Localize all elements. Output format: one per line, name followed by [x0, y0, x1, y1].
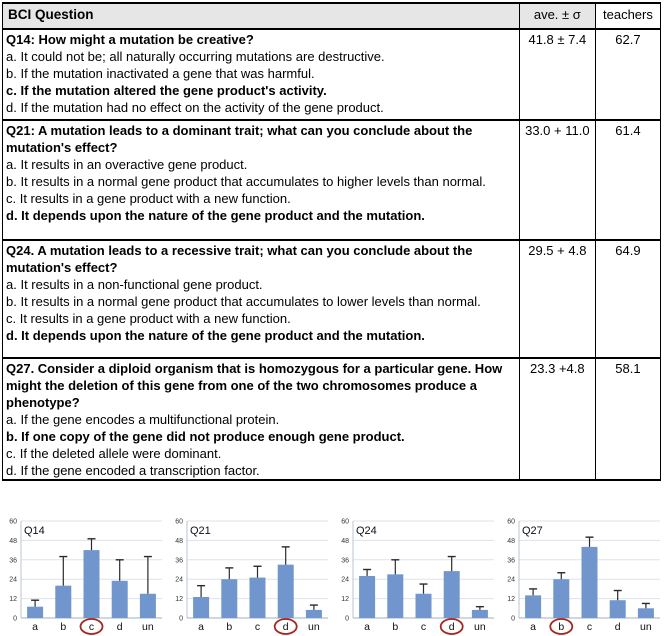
teachers-value: 64.9: [595, 240, 660, 358]
answer-option-d: d. If the gene encoded a transcription factor.: [6, 463, 260, 478]
question-cell: [3, 120, 520, 240]
answer-option-b: b. It results in a normal gene product that accumulates to lower levels than normal.: [6, 294, 481, 309]
y-tick-label: 60: [507, 518, 515, 526]
y-tick-label: 0: [179, 615, 183, 623]
bar-a: [193, 597, 209, 618]
answer-option-b: b. If one copy of the gene did not produce enough gene product.: [6, 429, 405, 444]
header-teachers: teachers: [595, 3, 660, 29]
bar-a: [27, 607, 43, 618]
bar-b: [553, 579, 569, 618]
y-tick-label: 24: [175, 576, 183, 584]
bar-un: [306, 610, 322, 618]
teachers-value: 61.4: [595, 120, 660, 240]
bar-d: [444, 571, 460, 618]
y-tick-label: 48: [341, 537, 349, 545]
answer-option-a: a. If the gene encodes a multifunctional protein.: [6, 412, 280, 427]
question-title: Q27. Consider a diploid organism that is homozygous for a particular gene. How might the deletion of this gene from one of the two chromosomes produce a phenotype?: [6, 361, 503, 410]
x-category-label-d: d: [116, 621, 123, 633]
bar-un: [140, 594, 156, 618]
answer-option-c: c. It results in a gene product with a new function.: [6, 311, 291, 326]
bar-un: [472, 610, 488, 618]
chart-svg-q24: [332, 515, 498, 636]
y-tick-label: 12: [175, 596, 183, 604]
y-tick-label: 24: [341, 576, 349, 584]
bar-c: [416, 594, 432, 618]
bar-d: [278, 565, 294, 618]
answer-option-a: a. It could not be; all naturally occurring mutations are destructive.: [6, 49, 385, 64]
y-tick-label: 0: [511, 615, 515, 623]
y-tick-label: 36: [175, 557, 183, 565]
bar-c: [84, 550, 100, 618]
x-category-label-b: b: [226, 621, 233, 633]
table-header-row: [3, 3, 661, 29]
bar-c: [582, 547, 598, 618]
answer-option-c: c. If the mutation altered the gene product's activity.: [6, 83, 327, 98]
bar-b: [55, 586, 71, 618]
response-distribution-charts: [0, 515, 664, 636]
chart-q21: [166, 515, 332, 636]
chart-svg-q21: [166, 515, 332, 636]
x-category-label-c: c: [254, 621, 261, 633]
chart-q14: [0, 515, 166, 636]
question-row: [3, 120, 661, 240]
answer-option-d: d. If the mutation had no effect on the activity of the gene product.: [6, 100, 384, 115]
x-category-label-d: d: [282, 621, 289, 633]
answer-option-a: a. It results in an overactive gene product.: [6, 157, 248, 172]
bar-a: [359, 576, 375, 618]
y-tick-label: 60: [341, 518, 349, 526]
x-category-label-a: a: [198, 621, 205, 633]
bar-a: [525, 595, 541, 618]
chart-title: Q14: [24, 525, 45, 537]
bci-question-table: [2, 2, 661, 481]
x-category-label-a: a: [364, 621, 371, 633]
teachers-value: 62.7: [595, 29, 660, 120]
x-category-label-b: b: [392, 621, 399, 633]
chart-title: Q21: [190, 525, 211, 537]
question-row: [3, 29, 661, 120]
question-cell: [3, 29, 520, 120]
chart-svg-q27: [498, 515, 664, 636]
x-category-label-a: a: [530, 621, 537, 633]
question-row: [3, 240, 661, 358]
y-tick-label: 36: [9, 557, 17, 565]
question-title: Q21: A mutation leads to a dominant trait; what can you conclude about the mutation's effect?: [6, 123, 473, 155]
bar-c: [250, 578, 266, 618]
x-category-label-d: d: [448, 621, 455, 633]
chart-svg-q14: [0, 515, 166, 636]
x-category-label-c: c: [88, 621, 95, 633]
y-tick-label: 24: [9, 576, 17, 584]
y-tick-label: 48: [507, 537, 515, 545]
ave-sigma-value: 23.3 +4.8: [519, 358, 595, 480]
answer-option-d: d. It depends upon the nature of the gene product and the mutation.: [6, 328, 425, 343]
y-tick-label: 12: [9, 596, 17, 604]
header-ave-sigma: ave. ± σ: [519, 3, 595, 29]
answer-option-a: a. It results in a non-functional gene product.: [6, 277, 263, 292]
teachers-value: 58.1: [595, 358, 660, 480]
y-tick-label: 36: [507, 557, 515, 565]
y-tick-label: 12: [341, 596, 349, 604]
question-row: [3, 358, 661, 480]
bar-d: [112, 581, 128, 618]
x-category-label-b: b: [60, 621, 67, 633]
x-category-label-un: un: [640, 621, 652, 633]
chart-q24: [332, 515, 498, 636]
y-tick-label: 0: [345, 615, 349, 623]
bar-b: [221, 579, 237, 618]
answer-option-d: d. It depends upon the nature of the gene product and the mutation.: [6, 208, 425, 223]
y-tick-label: 12: [507, 596, 515, 604]
y-tick-label: 60: [175, 518, 183, 526]
ave-sigma-value: 33.0 + 11.0: [519, 120, 595, 240]
question-cell: [3, 240, 520, 358]
answer-option-c: c. If the deleted allele were dominant.: [6, 446, 222, 461]
question-title: Q14: How might a mutation be creative?: [6, 32, 254, 47]
header-bci-question: BCI Question: [3, 3, 520, 29]
question-title: Q24. A mutation leads to a recessive trait; what can you conclude about the mutation's effect?: [6, 243, 473, 275]
x-category-label-un: un: [142, 621, 154, 633]
x-category-label-b: b: [558, 621, 565, 633]
ave-sigma-value: 29.5 + 4.8: [519, 240, 595, 358]
y-tick-label: 36: [341, 557, 349, 565]
chart-title: Q24: [356, 525, 377, 537]
x-category-label-c: c: [420, 621, 427, 633]
y-tick-label: 48: [175, 537, 183, 545]
answer-option-c: c. It results in a gene product with a new function.: [6, 191, 291, 206]
x-category-label-un: un: [308, 621, 320, 633]
x-category-label-un: un: [474, 621, 486, 633]
bar-un: [638, 608, 654, 618]
x-category-label-d: d: [614, 621, 621, 633]
chart-q27: [498, 515, 664, 636]
y-tick-label: 60: [9, 518, 17, 526]
y-tick-label: 24: [507, 576, 515, 584]
y-tick-label: 48: [9, 537, 17, 545]
chart-title: Q27: [522, 525, 543, 537]
bar-d: [610, 600, 626, 618]
x-category-label-c: c: [586, 621, 593, 633]
question-cell: [3, 358, 520, 480]
y-tick-label: 0: [13, 615, 17, 623]
x-category-label-a: a: [32, 621, 39, 633]
answer-option-b: b. If the mutation inactivated a gene that was harmful.: [6, 66, 315, 81]
ave-sigma-value: 41.8 ± 7.4: [519, 29, 595, 120]
bar-b: [387, 574, 403, 618]
answer-option-b: b. It results in a normal gene product that accumulates to higher levels than normal.: [6, 174, 486, 189]
